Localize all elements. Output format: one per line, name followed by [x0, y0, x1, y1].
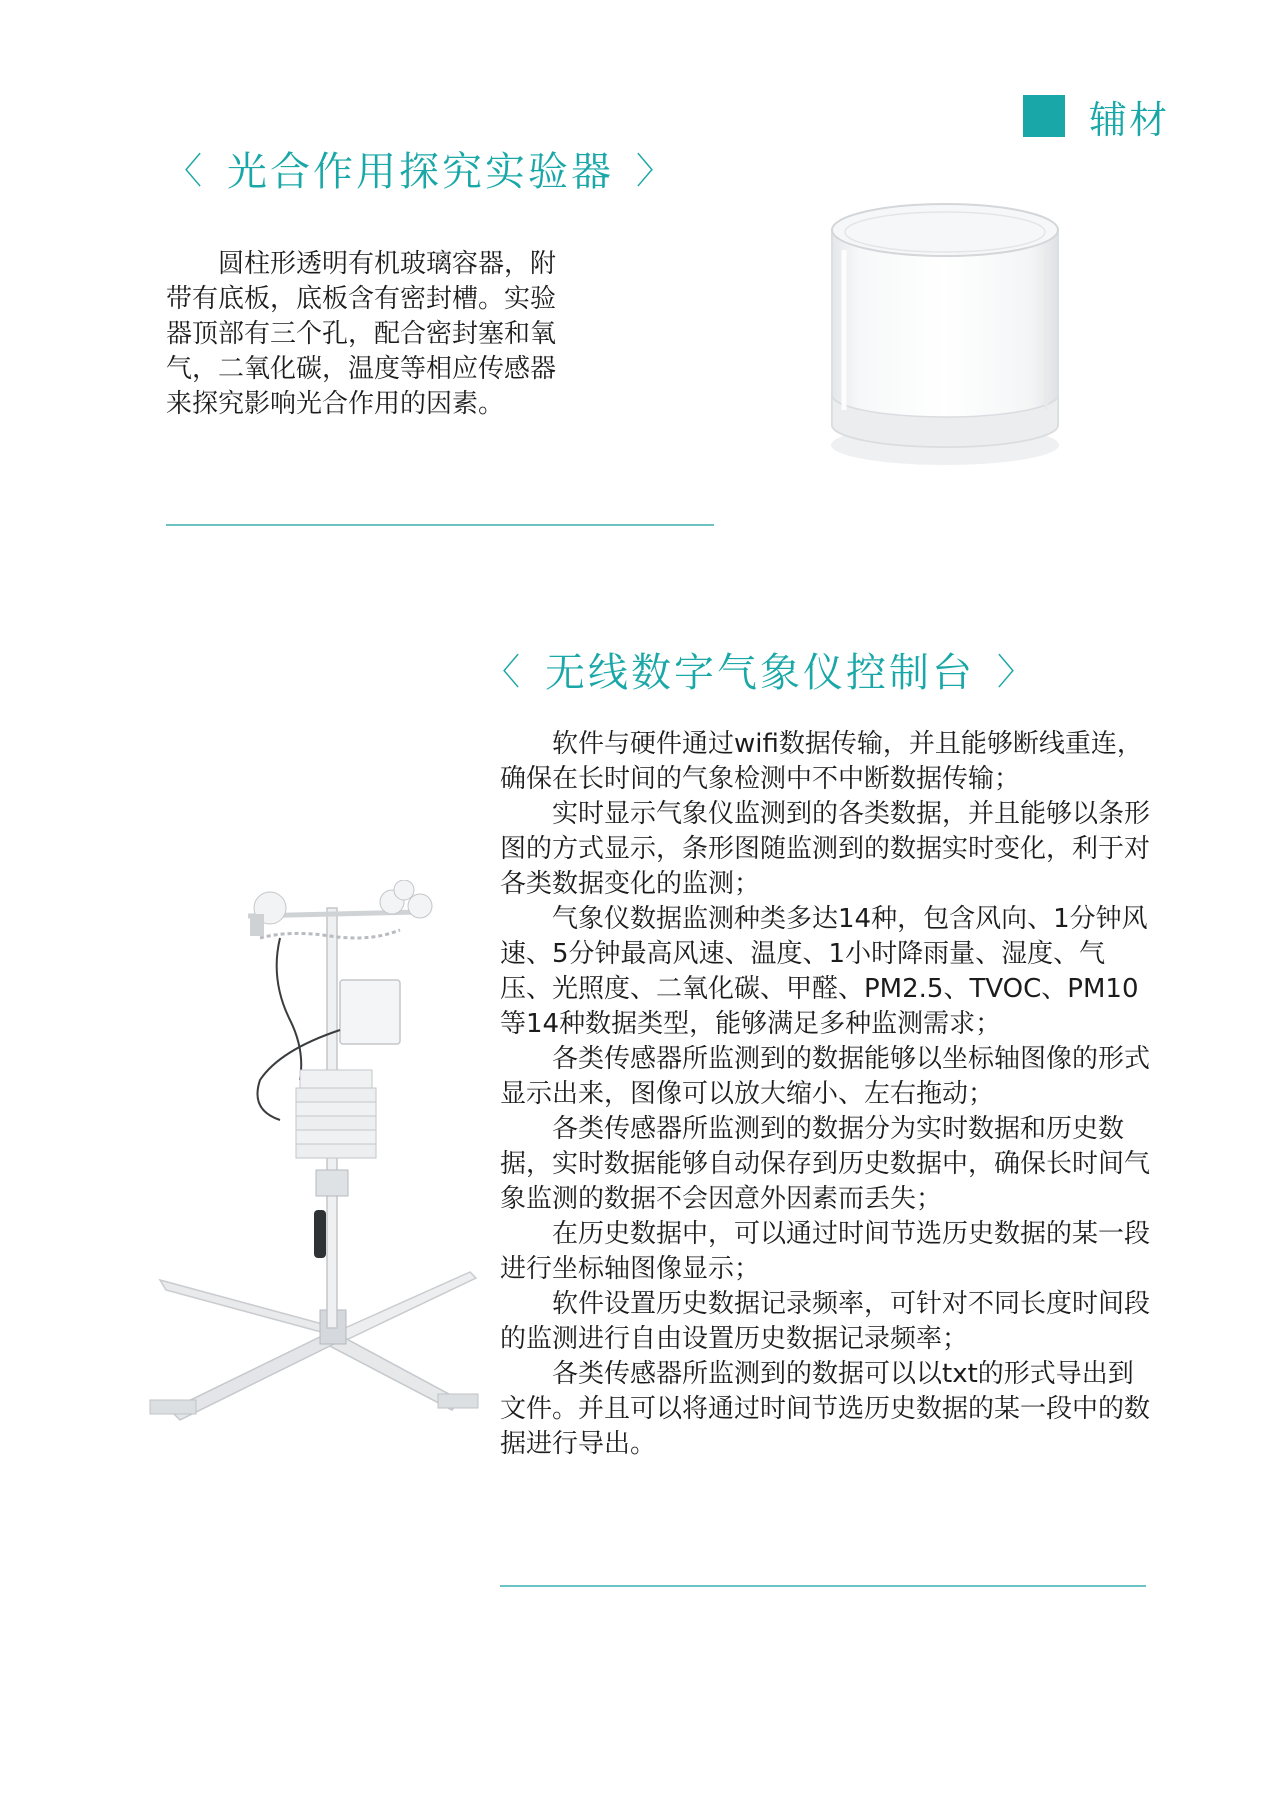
category-label: 辅材 [1089, 97, 1170, 142]
chevron-left-icon: 〈 [166, 151, 206, 192]
section-2-body [500, 727, 1150, 1462]
section-2-paragraph-8: 各类传感器所监测到的数据可以以txt的形式导出到文件。并且可以将通过时间节选历史数据的某一段中的数据进行导出。 [500, 1359, 1151, 1459]
section-2-divider [500, 1585, 1146, 1587]
section-2-title [484, 641, 1036, 698]
section-2-paragraph-3: 气象仪数据监测种类多达14种，包含风向、1分钟风速、5分钟最高风速、温度、1小时降雨量、湿度、气压、光照度、二氧化碳、甲醛、PM2.5、TVOC、PM10等14种数据类型，能够满足多种监测需求； [500, 904, 1148, 1039]
section-1-paragraph: 圆柱形透明有机玻璃容器，附带有底板，底板含有密封槽。实验器顶部有三个孔，配合密封塞和氧气，二氧化碳，温度等相应传感器来探究影响光合作用的因素。 [166, 249, 557, 419]
section-1-title [166, 140, 675, 197]
section-2-title-text: 无线数字气象仪控制台 [545, 650, 976, 696]
chevron-right-icon: 〉 [636, 151, 676, 192]
section-2-paragraph-4: 各类传感器所监测到的数据能够以坐标轴图像的形式显示出来，图像可以放大缩小、左右拖动； [500, 1044, 1151, 1109]
section-1-body [166, 247, 556, 422]
acrylic-cylinder-image [820, 190, 1070, 470]
section-2-paragraph-1: 软件与硬件通过wifi数据传输，并且能够断线重连，确保在长时间的气象检测中不中断数据传输； [500, 729, 1143, 794]
chevron-right-icon: 〉 [997, 652, 1037, 693]
weather-station-image [130, 880, 490, 1440]
section-1-divider [166, 524, 714, 526]
section-1-title-text: 光合作用探究实验器 [227, 149, 615, 195]
section-2-paragraph-7: 软件设置历史数据记录频率，可针对不同长度时间段的监测进行自由设置历史数据记录频率； [500, 1289, 1151, 1354]
section-2-paragraph-6: 在历史数据中，可以通过时间节选历史数据的某一段进行坐标轴图像显示； [500, 1219, 1151, 1284]
chevron-left-icon: 〈 [484, 652, 524, 693]
category-square-icon [1023, 95, 1065, 137]
category-header [1023, 94, 1170, 142]
section-2-paragraph-2: 实时显示气象仪监测到的各类数据，并且能够以条形图的方式显示，条形图随监测到的数据实时变化，利于对各类数据变化的监测； [500, 799, 1151, 899]
section-2-paragraph-5: 各类传感器所监测到的数据分为实时数据和历史数据，实时数据能够自动保存到历史数据中，确保长时间气象监测的数据不会因意外因素而丢失； [500, 1114, 1151, 1214]
